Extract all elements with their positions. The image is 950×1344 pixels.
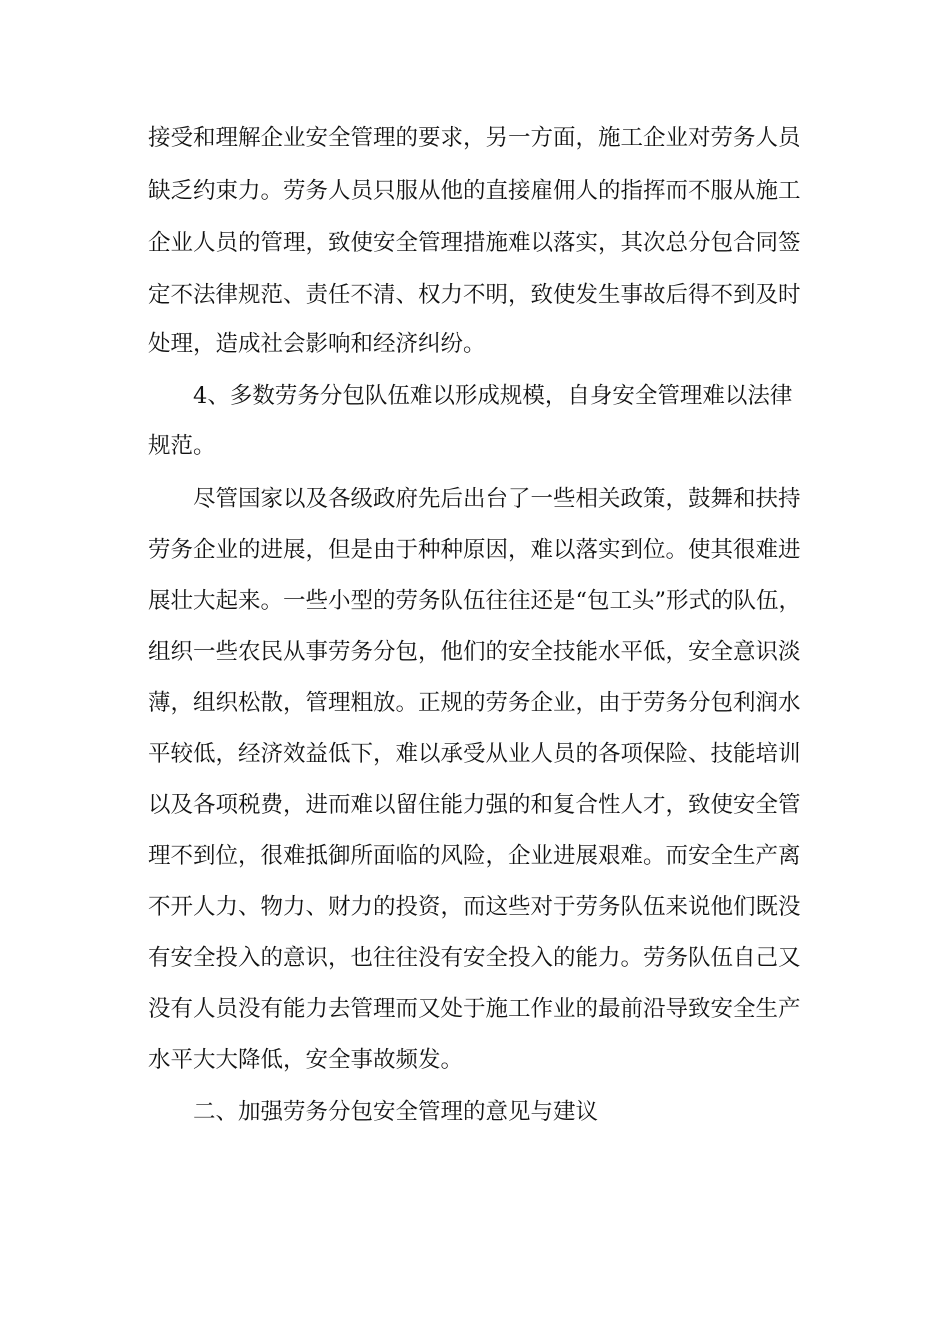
- paragraph-line: 处理，造成社会影响和经济纠纷。: [148, 331, 486, 357]
- section-heading-line: 4、多数劳务分包队伍难以形成规模，自身安全管理难以法律: [193, 383, 793, 409]
- paragraph-line: 劳务企业的进展，但是由于种种原因，难以落实到位。使其很难进: [148, 537, 801, 563]
- paragraph-line: 平较低，经济效益低下，难以承受从业人员的各项保险、技能培训: [148, 741, 801, 767]
- paragraph-line: 薄，组织松散，管理粗放。正规的劳务企业，由于劳务分包利润水: [148, 690, 801, 716]
- section-heading: 二、加强劳务分包安全管理的意见与建议: [193, 1099, 599, 1125]
- paragraph-line: 理不到位，很难抵御所面临的风险，企业进展艰难。而安全生产离: [148, 843, 801, 869]
- section-heading-line: 规范。: [148, 433, 216, 459]
- paragraph-line: 没有人员没有能力去管理而又处于施工作业的最前沿导致安全生产: [148, 996, 801, 1022]
- paragraph-line: 定不法律规范、责任不清、权力不明，致使发生事故后得不到及时: [148, 282, 801, 308]
- paragraph-line: 以及各项税费，进而难以留住能力强的和复合性人才，致使安全管: [148, 792, 801, 818]
- paragraph-line: 企业人员的管理，致使安全管理措施难以落实，其次总分包合同签: [148, 230, 801, 256]
- paragraph-line: 尽管国家以及各级政府先后出台了一些相关政策，鼓舞和扶持: [193, 486, 801, 512]
- paragraph-line: 缺乏约束力。劳务人员只服从他的直接雇佣人的指挥而不服从施工: [148, 178, 801, 204]
- paragraph-line: 有安全投入的意识，也往往没有安全投入的能力。劳务队伍自己又: [148, 945, 801, 971]
- paragraph-line: 接受和理解企业安全管理的要求，另一方面，施工企业对劳务人员: [148, 125, 801, 151]
- paragraph-line: 组织一些农民从事劳务分包，他们的安全技能水平低，安全意识淡: [148, 639, 801, 665]
- paragraph-line: 不开人力、物力、财力的投资，而这些对于劳务队伍来说他们既没: [148, 894, 801, 920]
- paragraph-line: 展壮大起来。一些小型的劳务队伍往往还是“包工头”形式的队伍，: [148, 588, 802, 614]
- paragraph-line: 水平大大降低，安全事故频发。: [148, 1047, 464, 1073]
